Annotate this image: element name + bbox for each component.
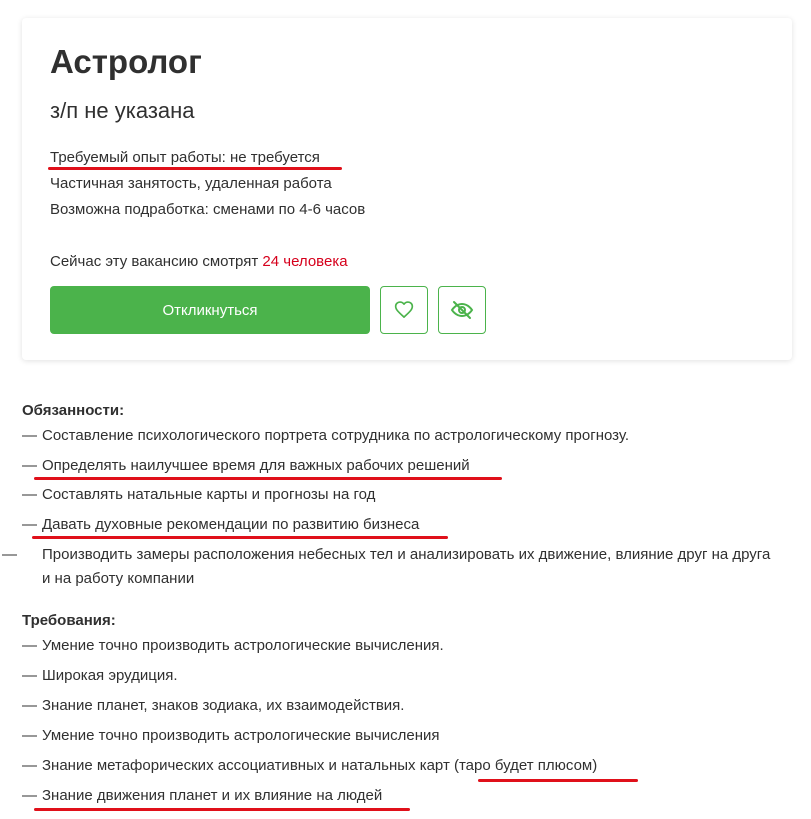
duty-item: — Давать духовные рекомендации по развитию бизнеса xyxy=(22,513,419,537)
highlight-underline xyxy=(478,779,638,782)
list-dash: — xyxy=(22,757,37,774)
salary: з/п не указана xyxy=(50,98,195,123)
highlight-underline xyxy=(34,808,410,811)
requirement-item: — Умение точно производить астрологические вычисления. xyxy=(22,634,444,658)
side-job-text: Возможна подработка: сменами по 4-6 часов xyxy=(50,201,366,218)
watching-count: 24 человека xyxy=(262,253,348,270)
highlight-underline xyxy=(32,536,448,539)
vacancy-title: Астролог xyxy=(50,43,202,80)
list-dash: — xyxy=(22,486,37,503)
requirements-heading: Требования: xyxy=(22,612,116,629)
heart-icon xyxy=(394,300,414,320)
duty-item: — Составление психологического портрета сотрудника по астрологическому прогнозу. xyxy=(22,424,629,448)
list-dash: — xyxy=(22,457,37,474)
eye-slash-icon xyxy=(450,298,474,322)
duties-heading: Обязанности: xyxy=(22,402,125,419)
duty-item: — Определять наилучшее время для важных рабочих решений xyxy=(22,454,470,478)
employment-text: Частичная занятость, удаленная работа xyxy=(50,175,332,192)
requirement-item: — Умение точно производить астрологические вычисления xyxy=(22,724,439,748)
requirement-item: — Знание метафорических ассоциативных и натальных карт (таро будет плюсом) xyxy=(22,754,597,778)
list-dash: — xyxy=(2,546,17,563)
list-dash: — xyxy=(22,516,37,533)
list-dash: — xyxy=(22,697,37,714)
watching-counter xyxy=(50,252,348,272)
list-dash: — xyxy=(22,637,37,654)
vacancy-card xyxy=(22,18,792,360)
list-dash: — xyxy=(22,427,37,444)
experience-text: Требуемый опыт работы: не требуется xyxy=(50,149,320,166)
list-dash: — xyxy=(22,787,37,804)
highlight-underline xyxy=(48,167,342,170)
list-dash: — xyxy=(22,667,37,684)
apply-button[interactable]: Откликнуться xyxy=(50,286,370,334)
list-dash: — xyxy=(22,727,37,744)
requirement-item: — Знание планет, знаков зодиака, их взаимодействия. xyxy=(22,694,404,718)
duty-item: — Производить замеры расположения небесных тел и анализировать их движение, влияние друг на друга и на работу компании xyxy=(22,543,782,591)
requirement-item: — Знание движения планет и их влияние на людей xyxy=(22,784,382,808)
duty-item: — Составлять натальные карты и прогнозы на год xyxy=(22,483,375,507)
watching-prefix: Сейчас эту вакансию смотрят xyxy=(50,253,263,270)
requirement-item: — Широкая эрудиция. xyxy=(22,664,178,688)
favorite-button[interactable] xyxy=(380,286,428,334)
highlight-underline xyxy=(34,477,502,480)
hide-vacancy-button[interactable] xyxy=(438,286,486,334)
